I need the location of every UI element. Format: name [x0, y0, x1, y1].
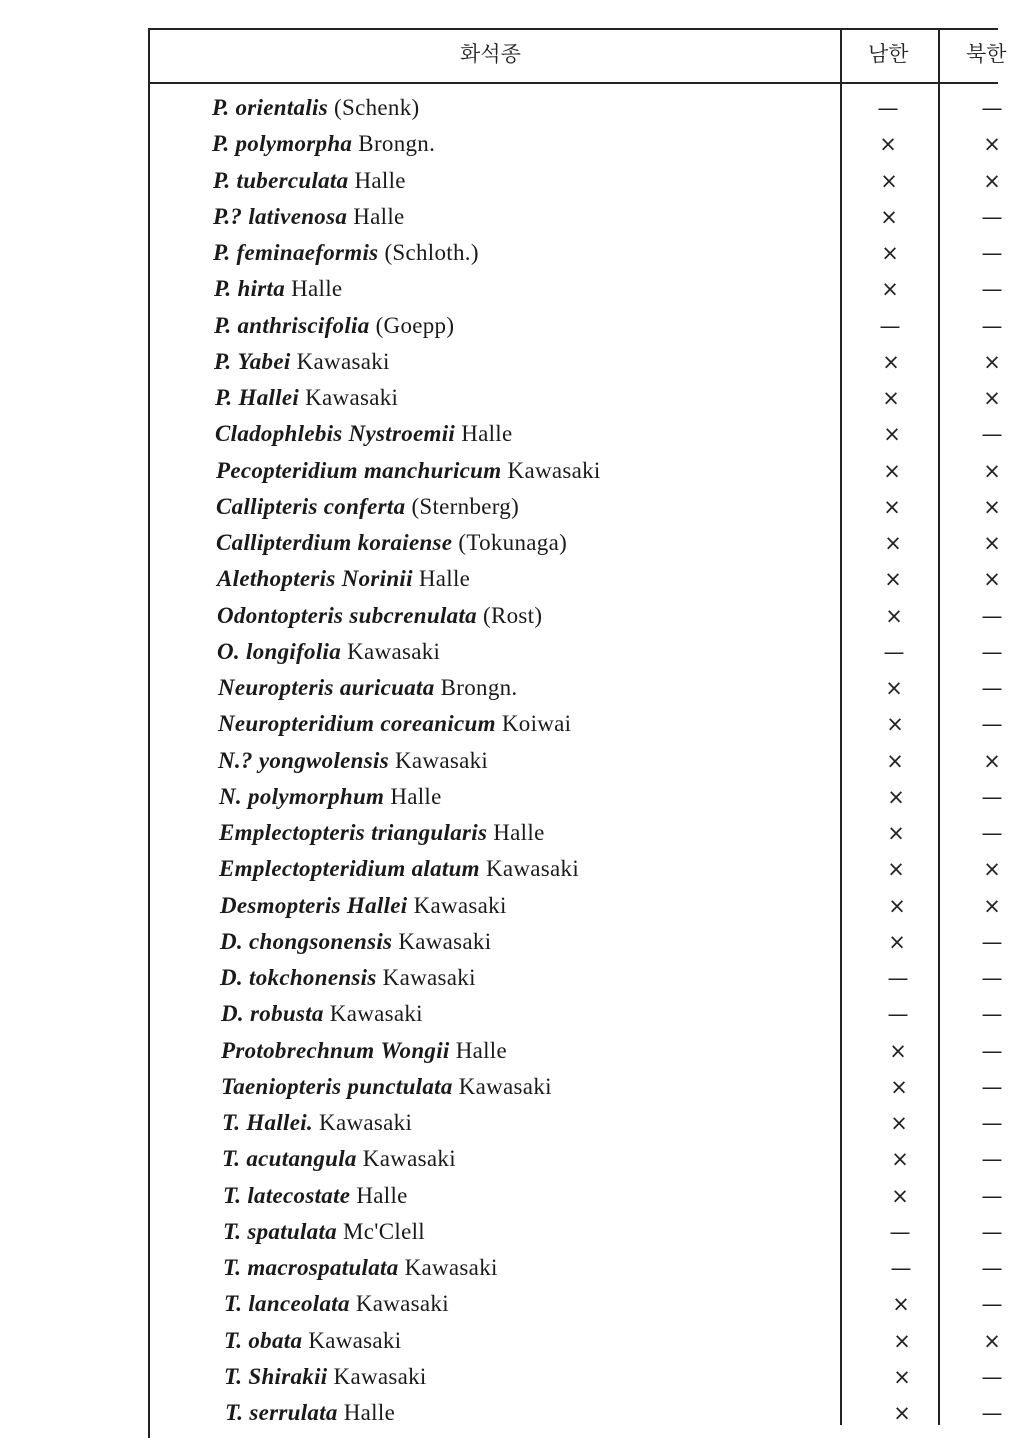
genus-text: Alethopteris: [217, 566, 336, 592]
genus-text: T.: [224, 1327, 243, 1353]
author-text: (Schloth.): [384, 240, 479, 265]
genus-text: P.: [215, 385, 233, 410]
genus-text: Desmopteris: [220, 892, 341, 918]
south-korea-mark: ×: [892, 1292, 910, 1317]
north-korea-mark: —: [981, 1147, 1003, 1172]
table-row: [0, 1250, 1003, 1286]
genus-text: T.: [225, 1400, 244, 1425]
author-text: Kawasaki: [333, 1363, 427, 1389]
species-name: [214, 344, 390, 380]
south-korea-mark: ×: [886, 712, 904, 737]
north-korea-mark: ×: [983, 386, 1001, 410]
species-name: [222, 1105, 412, 1141]
south-korea-mark: ×: [893, 1328, 911, 1353]
author-text: Halle: [493, 820, 545, 845]
genus-text: Taeniopteris: [221, 1073, 342, 1099]
genus-text: D.: [221, 1001, 244, 1027]
north-korea-mark: —: [981, 313, 1003, 338]
south-korea-mark: ×: [884, 531, 902, 555]
author-text: (Sternberg): [411, 493, 520, 519]
species-name: [224, 1359, 427, 1395]
south-korea-mark: —: [890, 1256, 912, 1280]
author-text: Halle: [354, 167, 406, 193]
author-text: Kawasaki: [308, 1327, 402, 1353]
table-row: [0, 489, 1001, 525]
epithet-text: auricuata: [339, 675, 435, 700]
species-name: [216, 489, 519, 525]
north-korea-mark: —: [981, 1219, 1003, 1244]
species-name: [224, 1286, 449, 1322]
south-korea-mark: ×: [880, 168, 898, 193]
north-korea-mark: ×: [983, 349, 1001, 374]
author-text: Kawasaki: [329, 1001, 423, 1027]
author-text: Halle: [461, 421, 513, 447]
genus-text: Pecopteridium: [216, 457, 358, 483]
header-south: 남한: [868, 42, 909, 66]
epithet-text: lativenosa: [248, 203, 348, 229]
species-name: [217, 634, 440, 670]
epithet-text: alatum: [411, 856, 480, 882]
north-korea-mark: ×: [983, 1328, 1001, 1353]
species-name: [225, 1395, 395, 1431]
epithet-text: Wongii: [380, 1037, 450, 1063]
species-name: [220, 924, 491, 960]
north-korea-mark: —: [981, 929, 1003, 954]
author-text: Brongn.: [440, 675, 518, 700]
author-text: (Schenk): [334, 95, 420, 120]
genus-text: N.?: [218, 747, 253, 773]
epithet-text: acutangula: [246, 1146, 357, 1172]
species-name: [215, 380, 398, 416]
table-row: [0, 851, 1001, 887]
table-row: [0, 308, 1003, 344]
north-korea-mark: —: [981, 1038, 1003, 1063]
species-name: [213, 163, 406, 199]
genus-text: O.: [217, 638, 240, 664]
epithet-text: Hallei: [238, 385, 300, 410]
genus-text: T.: [222, 1110, 241, 1135]
species-name: [219, 779, 442, 815]
south-korea-mark: ×: [890, 1074, 908, 1099]
north-korea-mark: —: [981, 1364, 1003, 1389]
genus-text: T.: [224, 1291, 243, 1317]
north-korea-mark: —: [981, 639, 1003, 664]
genus-text: P.: [214, 312, 232, 338]
table-row: [0, 670, 1003, 706]
north-korea-mark: ×: [983, 857, 1001, 882]
table-row: [0, 163, 1001, 199]
species-name: [224, 1323, 401, 1359]
epithet-text: tuberculata: [236, 167, 349, 193]
species-name: [220, 960, 476, 996]
table-row: [0, 815, 1003, 851]
south-korea-mark: ×: [888, 893, 906, 918]
species-name: [214, 308, 454, 344]
author-text: Kawasaki: [362, 1146, 456, 1172]
table-row: [0, 344, 1001, 380]
south-korea-mark: ×: [887, 821, 905, 845]
table-row: [0, 888, 1001, 924]
species-name: [216, 525, 567, 561]
epithet-text: manchuricum: [363, 457, 502, 483]
species-name: [221, 996, 423, 1032]
genus-text: T.: [223, 1182, 242, 1208]
genus-text: Protobrechnum: [221, 1037, 375, 1063]
genus-text: T.: [222, 1146, 241, 1172]
table-row: [0, 1359, 1003, 1395]
author-text: Kawasaki: [395, 747, 489, 773]
north-korea-mark: —: [981, 821, 1003, 845]
author-text: Kawasaki: [485, 856, 580, 882]
author-text: Brongn.: [358, 131, 436, 157]
species-name: [216, 453, 601, 489]
south-korea-mark: ×: [881, 241, 899, 265]
table-row: [0, 126, 1001, 162]
author-text: Kawasaki: [413, 892, 507, 918]
author-text: Kawasaki: [382, 965, 476, 990]
species-name: [223, 1178, 408, 1214]
epithet-text: feminaeformis: [236, 240, 379, 265]
south-korea-mark: ×: [886, 748, 904, 773]
table-row: [0, 1214, 1003, 1250]
south-korea-mark: —: [887, 1002, 909, 1027]
header-north: 북한: [966, 42, 1007, 66]
north-korea-mark: —: [981, 422, 1003, 447]
south-korea-mark: ×: [881, 277, 899, 302]
author-text: Kawasaki: [296, 348, 390, 374]
south-korea-mark: —: [889, 1219, 911, 1244]
genus-text: T.: [223, 1218, 242, 1244]
genus-text: Emplectopteridium: [219, 856, 406, 882]
north-korea-mark: —: [981, 676, 1003, 700]
south-korea-mark: ×: [893, 1364, 911, 1389]
genus-text: T.: [224, 1363, 243, 1389]
genus-text: T.: [223, 1255, 242, 1280]
species-table-body: [0, 90, 1003, 1431]
north-korea-mark: —: [981, 712, 1003, 737]
author-text: Halle: [390, 783, 442, 809]
epithet-text: tokchonensis: [249, 965, 377, 990]
table-row: [0, 235, 1003, 271]
author-text: Halle: [356, 1182, 408, 1208]
species-name: [214, 271, 342, 307]
author-text: Koiwai: [501, 711, 572, 737]
south-korea-mark: ×: [879, 132, 897, 157]
genus-text: P.: [212, 131, 230, 157]
author-text: Kawasaki: [355, 1291, 449, 1317]
south-korea-mark: ×: [888, 929, 906, 954]
epithet-text: punctulata: [347, 1073, 453, 1099]
epithet-text: lanceolata: [248, 1291, 350, 1317]
genus-text: Cladophlebis: [215, 421, 343, 447]
north-korea-mark: —: [981, 784, 1003, 809]
genus-text: Neuropteridium: [218, 711, 375, 737]
genus-text: Emplectopteris: [219, 820, 366, 845]
table-row: [0, 561, 1001, 597]
south-korea-mark: ×: [882, 386, 900, 410]
epithet-text: obata: [248, 1327, 303, 1353]
genus-text: P.: [213, 240, 231, 265]
north-korea-mark: ×: [983, 893, 1001, 918]
epithet-text: macrospatulata: [247, 1255, 399, 1280]
north-korea-mark: —: [981, 1183, 1003, 1208]
author-text: (Tokunaga): [458, 530, 568, 555]
epithet-text: longifolia: [246, 638, 342, 664]
table-row: [0, 1033, 1003, 1069]
table-row: [0, 525, 1001, 561]
author-text: Kawasaki: [347, 638, 441, 664]
species-name: [217, 598, 542, 634]
north-korea-mark: ×: [983, 168, 1001, 193]
north-korea-mark: —: [981, 603, 1003, 628]
genus-text: Odontopteris: [217, 602, 344, 628]
genus-text: P.: [212, 95, 230, 120]
north-korea-mark: —: [981, 1256, 1003, 1280]
table-row: [0, 90, 1003, 126]
author-text: Kawasaki: [319, 1110, 413, 1135]
north-korea-mark: ×: [983, 132, 1001, 157]
north-korea-mark: —: [981, 1002, 1003, 1027]
genus-text: P.: [214, 348, 232, 374]
author-text: Kawasaki: [404, 1255, 498, 1280]
species-name: [217, 561, 470, 597]
header-bottom-rule: [150, 82, 998, 84]
genus-text: P.: [214, 276, 232, 302]
species-name: [220, 888, 507, 924]
epithet-text: conferta: [323, 493, 406, 519]
table-row: [0, 743, 1001, 779]
author-text: Kawasaki: [458, 1073, 552, 1099]
species-name: [223, 1214, 425, 1250]
species-name: [215, 416, 513, 452]
epithet-text: triangularis: [371, 820, 488, 845]
table-top-rule: [148, 28, 998, 30]
genus-text: Neuropteris: [218, 675, 334, 700]
author-text: Halle: [343, 1400, 396, 1425]
epithet-text: polymorphum: [248, 783, 385, 809]
epithet-text: robusta: [250, 1001, 324, 1027]
species-name: [221, 1069, 552, 1105]
genus-text: P.?: [213, 203, 243, 229]
species-name: [221, 1033, 507, 1069]
genus-text: D.: [220, 928, 243, 954]
epithet-text: anthriscifolia: [237, 312, 370, 338]
epithet-text: Yabei: [237, 348, 291, 374]
author-text: Halle: [455, 1037, 507, 1063]
north-korea-mark: —: [981, 966, 1003, 990]
author-text: Halle: [291, 276, 343, 302]
table-row: [0, 453, 1001, 489]
south-korea-mark: —: [887, 966, 909, 990]
epithet-text: Hallei.: [246, 1110, 313, 1135]
species-name: [219, 851, 579, 887]
north-korea-mark: —: [981, 277, 1003, 302]
genus-text: Callipterdium: [216, 530, 352, 555]
species-name: [212, 126, 435, 162]
south-korea-mark: —: [877, 96, 899, 120]
table-row: [0, 706, 1003, 742]
author-text: Kawasaki: [398, 928, 492, 954]
table-row: [0, 1395, 1003, 1431]
epithet-text: yongwolensis: [258, 747, 389, 773]
south-korea-mark: ×: [885, 603, 903, 628]
table-row: [0, 598, 1003, 634]
south-korea-mark: ×: [884, 567, 902, 592]
south-korea-mark: ×: [891, 1183, 909, 1208]
species-name: [219, 815, 545, 851]
species-name: [218, 743, 488, 779]
epithet-text: koraiense: [357, 530, 453, 555]
epithet-text: subcrenulata: [349, 602, 477, 628]
south-korea-mark: ×: [893, 1401, 911, 1425]
author-text: (Rost): [483, 602, 543, 628]
epithet-text: serrulata: [249, 1400, 338, 1425]
genus-text: D.: [220, 965, 243, 990]
species-name: [212, 90, 419, 126]
table-row: [0, 960, 1003, 996]
north-korea-mark: —: [981, 96, 1003, 120]
author-text: Halle: [353, 203, 405, 229]
genus-text: Callipteris: [216, 493, 318, 519]
table-row: [0, 1286, 1003, 1322]
south-korea-mark: ×: [883, 494, 901, 519]
author-text: Kawasaki: [305, 385, 399, 410]
epithet-text: Shirakii: [248, 1363, 328, 1389]
epithet-text: Hallei: [346, 892, 408, 918]
table-row: [0, 634, 1003, 670]
table-row: [0, 416, 1003, 452]
table-row: [0, 1178, 1003, 1214]
table-row: [0, 1141, 1003, 1177]
south-korea-mark: ×: [891, 1147, 909, 1172]
south-korea-mark: ×: [880, 204, 898, 229]
north-korea-mark: —: [981, 1074, 1003, 1099]
table-row: [0, 271, 1003, 307]
epithet-text: orientalis: [235, 95, 328, 120]
south-korea-mark: —: [879, 313, 901, 338]
north-korea-mark: ×: [983, 494, 1001, 519]
south-korea-mark: ×: [889, 1038, 907, 1063]
author-text: Kawasaki: [507, 457, 601, 483]
north-korea-mark: —: [981, 1401, 1003, 1425]
table-row: [0, 1323, 1001, 1359]
north-korea-mark: ×: [983, 458, 1001, 483]
north-korea-mark: ×: [983, 531, 1001, 555]
epithet-text: spatulata: [247, 1218, 337, 1244]
south-korea-mark: ×: [883, 422, 901, 447]
south-korea-mark: ×: [887, 784, 905, 809]
table-row: [0, 924, 1003, 960]
header-species: 화석종: [460, 42, 521, 66]
table-row: [0, 779, 1003, 815]
south-korea-mark: —: [883, 639, 905, 664]
north-korea-mark: —: [981, 1292, 1003, 1317]
south-korea-mark: ×: [883, 458, 901, 483]
author-text: Halle: [418, 566, 471, 592]
genus-text: N.: [219, 783, 242, 809]
north-korea-mark: —: [981, 1111, 1003, 1135]
species-name: [223, 1250, 498, 1286]
species-name: [213, 235, 479, 271]
species-name: [213, 199, 405, 235]
epithet-text: coreanicum: [380, 711, 496, 737]
table-row: [0, 1105, 1003, 1141]
table-row: [0, 996, 1003, 1032]
table-row: [0, 380, 1001, 416]
epithet-text: polymorpha: [235, 131, 353, 157]
epithet-text: latecostate: [247, 1182, 351, 1208]
epithet-text: Norinii: [341, 566, 413, 592]
author-text: Mc'Clell: [343, 1218, 425, 1244]
north-korea-mark: —: [981, 204, 1003, 229]
species-name: [218, 706, 571, 742]
epithet-text: hirta: [237, 276, 286, 302]
south-korea-mark: ×: [890, 1111, 908, 1135]
author-text: (Goepp): [375, 312, 455, 338]
north-korea-mark: —: [981, 241, 1003, 265]
genus-text: P.: [213, 167, 231, 193]
north-korea-mark: ×: [983, 567, 1001, 592]
species-name: [218, 670, 517, 706]
south-korea-mark: ×: [882, 349, 900, 374]
epithet-text: Nystroemii: [348, 421, 456, 447]
species-name: [222, 1141, 456, 1177]
epithet-text: chongsonensis: [249, 928, 393, 954]
north-korea-mark: ×: [983, 748, 1001, 773]
table-row: [0, 1069, 1003, 1105]
table-row: [0, 199, 1003, 235]
south-korea-mark: ×: [887, 857, 905, 882]
south-korea-mark: ×: [885, 676, 903, 700]
